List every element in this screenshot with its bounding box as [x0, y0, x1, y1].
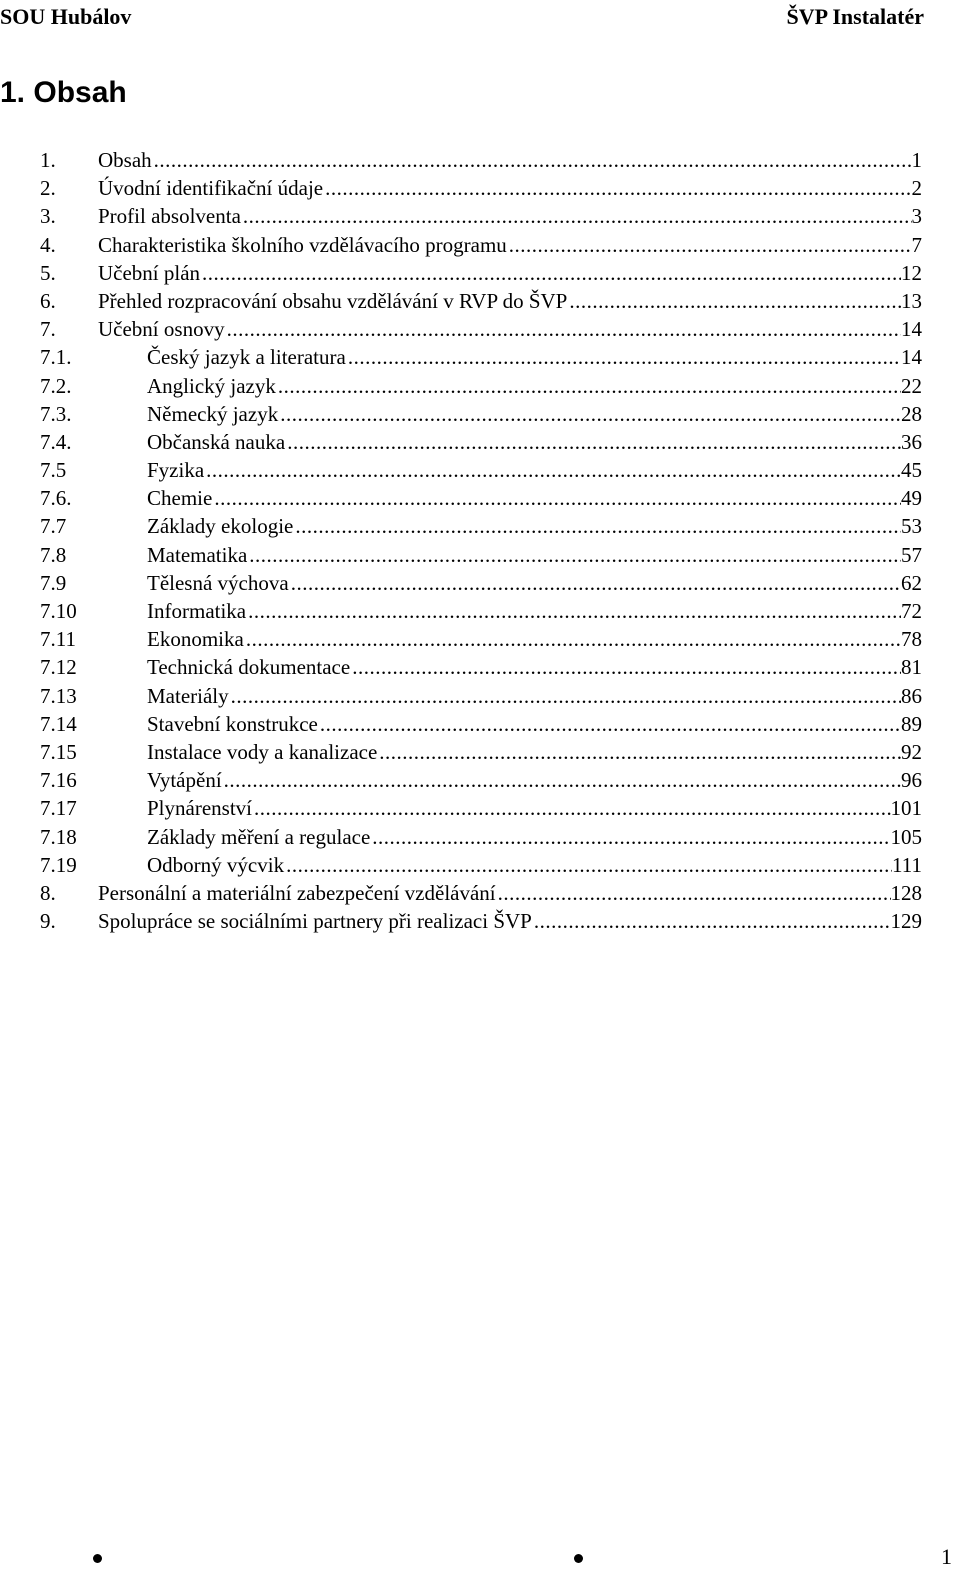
- toc-entry[interactable]: [40, 174, 922, 202]
- toc-dot-leader: [370, 823, 890, 851]
- toc-entry[interactable]: [40, 907, 922, 935]
- toc-dot-leader: [318, 710, 901, 738]
- toc-entry[interactable]: [40, 710, 922, 738]
- toc-entry[interactable]: [40, 315, 922, 343]
- toc-entry[interactable]: [40, 653, 922, 681]
- toc-entry-page[interactable]: 57: [901, 542, 922, 567]
- toc-entry-title[interactable]: Technická dokumentace: [147, 655, 351, 680]
- toc-entry[interactable]: [40, 851, 922, 879]
- toc-entry-title[interactable]: Stavební konstrukce: [147, 711, 318, 736]
- toc-entry-number: 7.5: [40, 458, 67, 483]
- toc-entry-number: 4.: [40, 232, 56, 257]
- toc-dot-leader: [152, 146, 912, 174]
- toc-entry[interactable]: [40, 400, 922, 428]
- toc-entry[interactable]: [40, 372, 922, 400]
- toc-entry-page[interactable]: 14: [901, 317, 922, 342]
- toc-entry-title[interactable]: Charakteristika školního vzdělávacího programu: [98, 232, 507, 257]
- toc-entry-page[interactable]: 81: [901, 655, 922, 680]
- toc-dot-leader: [252, 794, 891, 822]
- toc-entry-title[interactable]: Tělesná výchova: [147, 570, 289, 595]
- toc-entry[interactable]: [40, 428, 922, 456]
- toc-entry-number: 7.15: [40, 739, 77, 764]
- toc-dot-leader: [346, 343, 901, 371]
- toc-entry-number: 7.19: [40, 852, 77, 877]
- toc-entry-number: 7.4.: [40, 429, 72, 454]
- toc-entry-title[interactable]: Učební plán: [98, 260, 201, 285]
- footer-bullet-left: [93, 1554, 102, 1563]
- toc-dot-leader: [293, 512, 901, 540]
- toc-dot-leader: [323, 174, 911, 202]
- toc-entry-title[interactable]: Základy měření a regulace: [147, 824, 371, 849]
- toc-entry[interactable]: [40, 343, 922, 371]
- toc-entry-page[interactable]: 105: [890, 824, 922, 849]
- toc-entry[interactable]: [40, 512, 922, 540]
- toc-entry-number: 7.11: [40, 627, 76, 652]
- toc-dot-leader: [246, 597, 901, 625]
- toc-entry-page[interactable]: 3: [911, 204, 922, 229]
- toc-entry-number: 7.13: [40, 683, 77, 708]
- toc-entry-number: 7.10: [40, 599, 77, 623]
- toc-entry[interactable]: [40, 738, 922, 766]
- toc-dot-leader: [285, 428, 901, 456]
- toc-entry-page[interactable]: 1: [911, 148, 922, 172]
- toc-dot-leader: [204, 456, 901, 484]
- toc-dot-leader: [496, 879, 891, 907]
- toc-entry[interactable]: [40, 202, 922, 230]
- toc-dot-leader: [247, 541, 901, 569]
- toc-dot-leader: [507, 231, 912, 259]
- toc-dot-leader: [284, 851, 892, 879]
- toc-entry-number: 8.: [40, 880, 56, 905]
- toc-dot-leader: [241, 202, 912, 230]
- page-header: [0, 4, 924, 32]
- toc-entry-page[interactable]: 12: [901, 260, 922, 285]
- toc-entry-page[interactable]: 89: [901, 711, 922, 736]
- toc-dot-leader: [244, 625, 901, 653]
- toc-entry[interactable]: [40, 569, 922, 597]
- toc-entry-page[interactable]: 2: [911, 176, 922, 201]
- toc-entry-title[interactable]: Úvodní identifikační údaje: [98, 176, 324, 201]
- toc-entry-page[interactable]: 14: [901, 345, 922, 370]
- toc-entry-number: 7.2.: [40, 373, 72, 398]
- toc-entry[interactable]: [40, 682, 922, 710]
- toc-entry[interactable]: [40, 231, 922, 259]
- toc-entry-title[interactable]: Vytápění: [147, 768, 222, 793]
- toc-dot-leader: [225, 315, 901, 343]
- toc-dot-leader: [222, 766, 901, 794]
- table-of-contents: [40, 146, 922, 935]
- toc-dot-leader: [289, 569, 901, 597]
- toc-entry-title[interactable]: Ekonomika: [147, 627, 244, 652]
- toc-entry[interactable]: [40, 597, 922, 625]
- toc-entry-title[interactable]: Plynárenství: [147, 796, 252, 821]
- toc-entry-number: 7.7: [40, 514, 67, 539]
- toc-entry-page[interactable]: 28: [901, 401, 922, 426]
- page-number: 1: [941, 1544, 952, 1569]
- toc-entry-number: 1.: [40, 148, 56, 172]
- toc-entry-title[interactable]: Materiály: [147, 683, 229, 708]
- toc-dot-leader: [212, 484, 901, 512]
- toc-entry-number: 7.1.: [40, 345, 72, 370]
- toc-entry[interactable]: [40, 541, 922, 569]
- toc-entry-number: 2.: [40, 176, 56, 201]
- toc-entry-number: 7.12: [40, 655, 77, 680]
- toc-entry[interactable]: [40, 259, 922, 287]
- toc-entry-page[interactable]: 86: [901, 683, 922, 708]
- toc-entry-title[interactable]: Německý jazyk: [147, 401, 279, 426]
- toc-entry-page[interactable]: 49: [901, 486, 922, 511]
- toc-entry-title[interactable]: Anglický jazyk: [147, 373, 276, 398]
- toc-entry-page[interactable]: 129: [890, 909, 922, 934]
- toc-entry[interactable]: [40, 879, 922, 907]
- header-program-name: ŠVP Instalatér: [786, 4, 924, 29]
- toc-entry-page[interactable]: 128: [890, 880, 922, 905]
- toc-entry-title[interactable]: Profil absolventa: [98, 204, 241, 229]
- toc-entry-page[interactable]: 22: [901, 373, 922, 398]
- toc-entry-number: 5.: [40, 260, 56, 285]
- toc-entry-number: 7.18: [40, 824, 77, 849]
- toc-entry-page[interactable]: 13: [901, 288, 922, 313]
- toc-entry-title[interactable]: Učební osnovy: [98, 317, 225, 342]
- toc-entry-page[interactable]: 36: [901, 429, 922, 454]
- page-title: 1. Obsah: [0, 76, 127, 109]
- toc-entry-number: 3.: [40, 204, 56, 229]
- toc-dot-leader: [350, 653, 901, 681]
- toc-entry-title[interactable]: Základy ekologie: [147, 514, 294, 539]
- toc-dot-leader: [200, 259, 901, 287]
- toc-entry-title[interactable]: Matematika: [147, 542, 248, 567]
- toc-entry-page[interactable]: 92: [901, 739, 922, 764]
- toc-entry-number: 7.14: [40, 711, 77, 736]
- toc-entry-page[interactable]: 7: [911, 232, 922, 257]
- toc-entry[interactable]: [40, 823, 922, 851]
- toc-entry[interactable]: [40, 766, 922, 794]
- toc-entry-title[interactable]: Spolupráce se sociálními partnery při realizaci ŠVP: [98, 909, 532, 934]
- toc-entry-title[interactable]: Fyzika: [147, 458, 205, 483]
- toc-entry-number: 7.6.: [40, 486, 72, 511]
- toc-entry[interactable]: [40, 456, 922, 484]
- toc-entry[interactable]: [40, 287, 922, 315]
- toc-entry-page[interactable]: 78: [901, 627, 922, 652]
- toc-dot-leader: [532, 907, 891, 935]
- toc-entry-page[interactable]: 96: [901, 768, 922, 793]
- toc-entry-page[interactable]: 101: [890, 796, 922, 821]
- toc-entry-title[interactable]: Český jazyk a literatura: [147, 345, 346, 370]
- toc-entry-title[interactable]: Přehled rozpracování obsahu vzdělávání v RVP do ŠVP: [98, 288, 568, 313]
- toc-entry-number: 7.16: [40, 768, 77, 793]
- toc-entry-title[interactable]: Instalace vody a kanalizace: [147, 739, 378, 764]
- toc-entry-title[interactable]: Odborný výcvik: [147, 852, 285, 877]
- toc-entry-page[interactable]: 62: [901, 570, 922, 595]
- toc-entry-number: 6.: [40, 288, 56, 313]
- toc-entry-page[interactable]: 53: [901, 514, 922, 539]
- toc-dot-leader: [278, 400, 901, 428]
- footer-bullet-middle: [574, 1554, 583, 1563]
- toc-entry[interactable]: [40, 625, 922, 653]
- toc-entry[interactable]: [40, 794, 922, 822]
- toc-entry-number: 7.: [40, 317, 56, 342]
- toc-entry-number: 7.8: [40, 542, 67, 567]
- toc-entry-number: 9.: [40, 909, 56, 934]
- toc-entry-title[interactable]: Chemie: [147, 486, 213, 511]
- toc-entry-title[interactable]: Obsah: [98, 148, 152, 172]
- toc-entry-page[interactable]: 45: [901, 458, 922, 483]
- toc-dot-leader: [377, 738, 901, 766]
- toc-entry-number: 7.17: [40, 796, 77, 821]
- toc-entry-page[interactable]: 72: [901, 599, 922, 623]
- toc-dot-leader: [276, 372, 901, 400]
- toc-entry-title[interactable]: Informatika: [147, 599, 247, 623]
- toc-entry[interactable]: [40, 484, 922, 512]
- toc-entry-title[interactable]: Personální a materiální zabezpečení vzdělávání: [98, 880, 496, 905]
- toc-entry[interactable]: [40, 146, 922, 174]
- toc-entry-number: 7.3.: [40, 401, 72, 426]
- header-school-name: SOU Hubálov: [0, 4, 132, 29]
- toc-entry-title[interactable]: Občanská nauka: [147, 429, 286, 454]
- toc-dot-leader: [229, 682, 901, 710]
- toc-entry-number: 7.9: [40, 570, 67, 595]
- toc-entry-page[interactable]: 111: [892, 852, 922, 877]
- toc-dot-leader: [567, 287, 901, 315]
